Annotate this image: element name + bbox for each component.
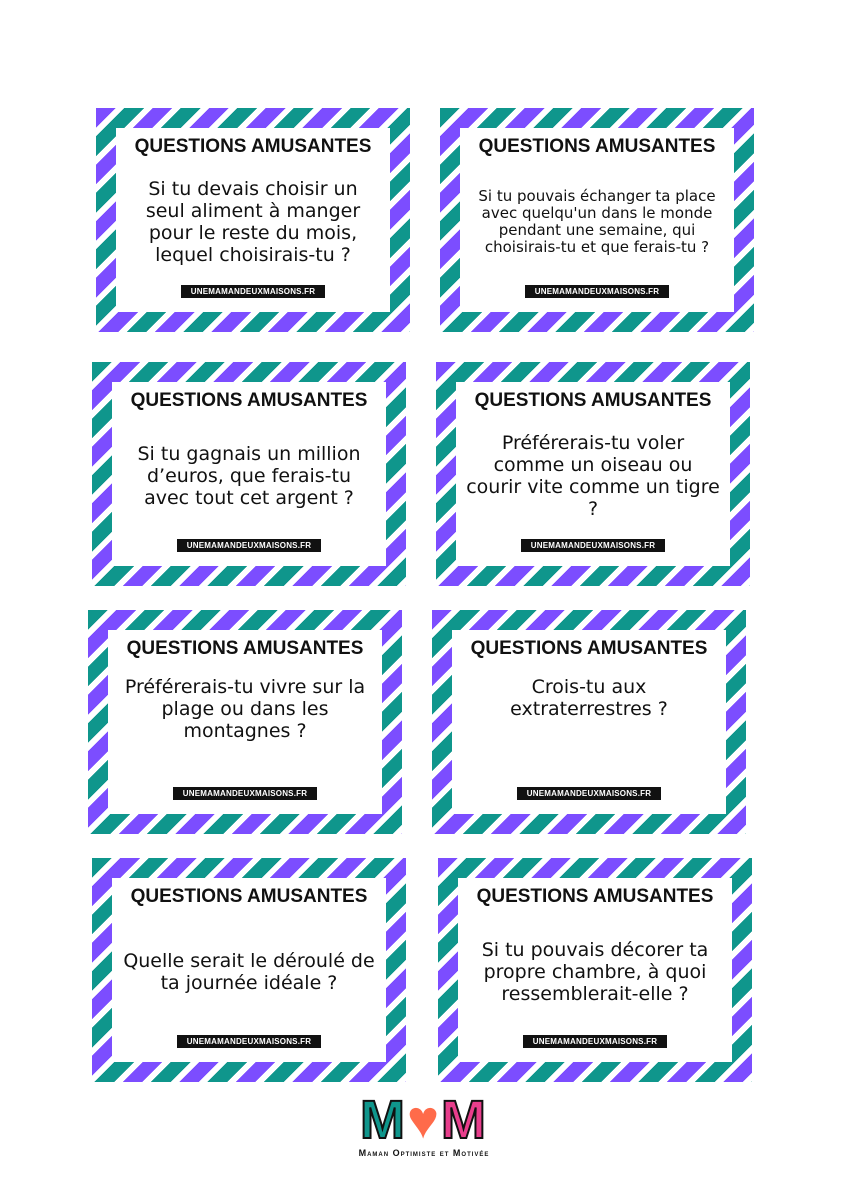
website-badge: UNEMAMANDEUXMAISONS.FR — [173, 787, 317, 800]
card-1 — [96, 108, 410, 332]
card-title: QUESTIONS AMUSANTES — [478, 136, 716, 157]
card-title: QUESTIONS AMUSANTES — [470, 638, 708, 659]
card-6 — [432, 610, 746, 834]
card-2 — [440, 108, 754, 332]
website-badge: UNEMAMANDEUXMAISONS.FR — [177, 539, 321, 552]
card-3 — [92, 362, 406, 586]
card-question: Quelle serait le déroulé de ta journée idéale ? — [123, 949, 375, 994]
card-question: Crois-tu aux extraterrestres ? — [510, 676, 668, 720]
website-badge: UNEMAMANDEUXMAISONS.FR — [181, 285, 325, 298]
logo-tagline: Maman Optimiste et Motivée — [358, 1148, 490, 1158]
card-title: QUESTIONS AMUSANTES — [134, 136, 372, 157]
card-question: Préférerais-tu voler comme un oiseau ou courir vite comme un tigre ? — [466, 431, 720, 520]
card-question: Préférerais-tu vivre sur la plage ou dans les montagnes ? — [124, 676, 366, 742]
mom-logo — [334, 1092, 514, 1174]
card-title: QUESTIONS AMUSANTES — [126, 638, 364, 659]
card-8 — [438, 858, 752, 1082]
card-title: QUESTIONS AMUSANTES — [130, 886, 368, 907]
card-title: QUESTIONS AMUSANTES — [130, 390, 368, 411]
card-7 — [92, 858, 406, 1082]
card-question: Si tu gagnais un million d’euros, que ferais-tu avec tout cet argent ? — [137, 442, 361, 509]
card-4 — [436, 362, 750, 586]
website-badge: UNEMAMANDEUXMAISONS.FR — [517, 787, 661, 800]
card-question: Si tu pouvais décorer ta propre chambre, à quoi ressemblerait-elle ? — [481, 938, 709, 1005]
card-question: Si tu pouvais échanger ta place avec quelqu'un dans le monde pendant une semaine, qui choisirais-tu et que ferais-tu ? — [478, 186, 716, 256]
logo-word: M♥M — [359, 1090, 489, 1150]
website-badge: UNEMAMANDEUXMAISONS.FR — [521, 539, 665, 552]
website-badge: UNEMAMANDEUXMAISONS.FR — [523, 1035, 667, 1048]
website-badge: UNEMAMANDEUXMAISONS.FR — [177, 1035, 321, 1048]
card-question: Si tu devais choisir un seul aliment à manger pour le reste du mois, lequel choisirais-tu ? — [145, 177, 361, 266]
card-title: QUESTIONS AMUSANTES — [474, 390, 712, 411]
card-5 — [88, 610, 402, 834]
card-title: QUESTIONS AMUSANTES — [476, 886, 714, 907]
website-badge: UNEMAMANDEUXMAISONS.FR — [525, 285, 669, 298]
